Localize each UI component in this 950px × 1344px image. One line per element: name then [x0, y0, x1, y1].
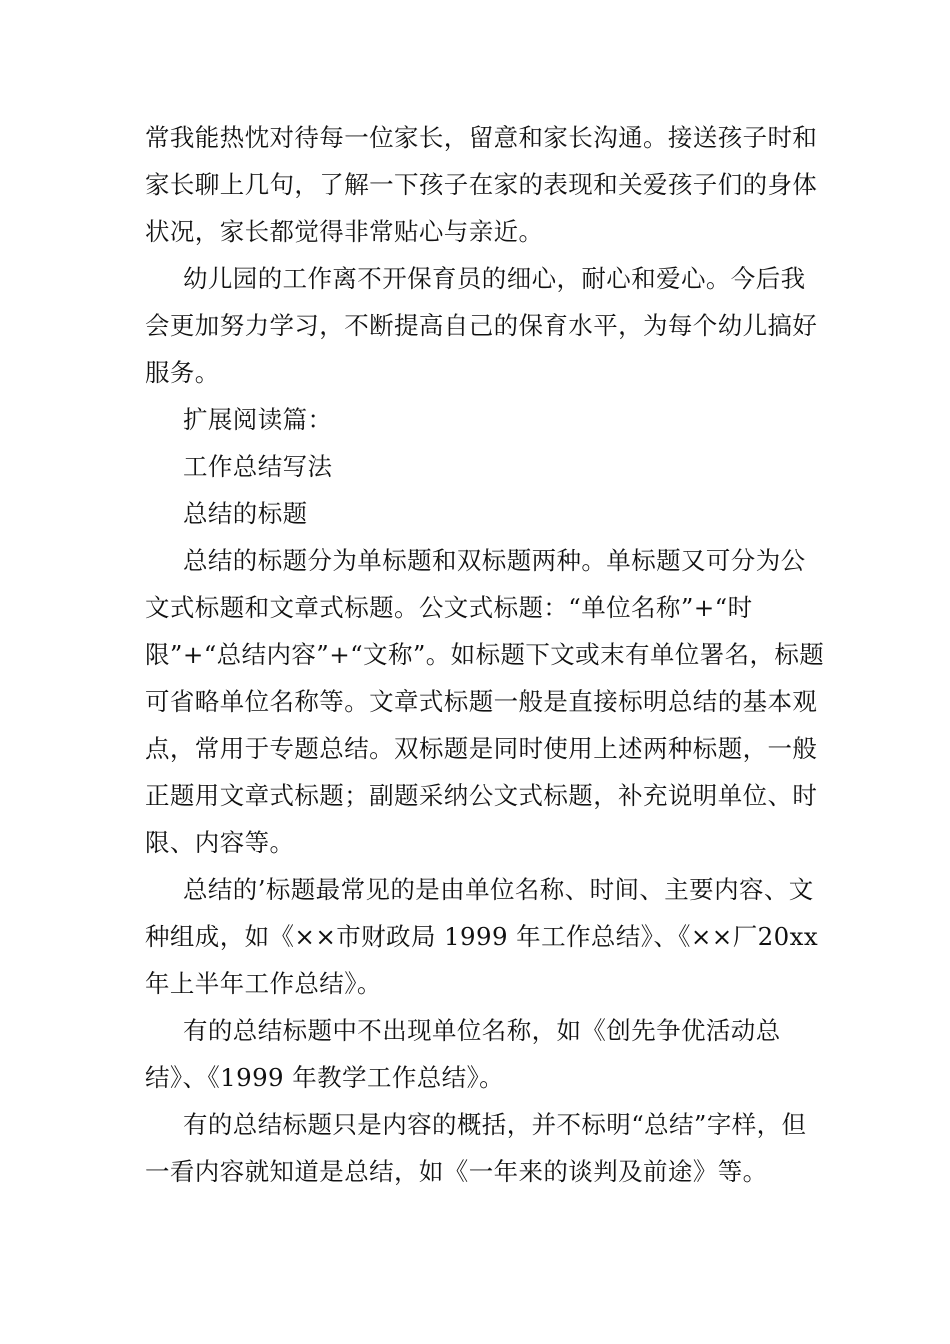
paragraph-no-unit-name: 有的总结标题中不出现单位名称，如《创先争优活动总结》、《1999 年教学工作总结》。 [145, 1016, 781, 1092]
document-body [145, 114, 825, 1195]
section-heading-summary-title: 总结的标题 [183, 499, 308, 528]
paragraph-common-title: 总结的’标题最常见的是由单位名称、时间、主要内容、文种组成，如《××市财政局 1999 年工作总结》、《××厂20xx 年上半年工作总结》。 [145, 875, 819, 998]
paragraph-continuation: 常我能热忱对待每一位家长，留意和家长沟通。接送孩子时和家长聊上几句，了解一下孩子在家的表现和关爱孩子们的身体状况，家长都觉得非常贴心与亲近。 [145, 123, 818, 246]
section-heading-writing-method: 工作总结写法 [183, 452, 333, 481]
paragraph-extended-reading: 扩展阅读篇： [183, 405, 333, 434]
paragraph-title-types: 总结的标题分为单标题和双标题两种。单标题又可分为公文式标题和文章式标题。公文式标题：“单位名称”+“时限”+“总结内容”+“文称”。如标题下文或末有单位署名，标题可省略单位名称等。文章式标题一般是直接标明总结的基本观点，常用于专题总结。双标题是同时使用上述两种标题，一般正题用文章式标题；副题采纳公文式标题，补充说明单位、时限、内容等。 [145, 546, 825, 857]
paragraph-content-summary: 有的总结标题只是内容的概括，并不标明“总结”字样，但一看内容就知道是总结，如《一年来的谈判及前途》等。 [145, 1110, 807, 1186]
paragraph-conclusion: 幼儿园的工作离不开保育员的细心，耐心和爱心。今后我会更加努力学习，不断提高自己的保育水平，为每个幼儿搞好服务。 [145, 264, 818, 387]
